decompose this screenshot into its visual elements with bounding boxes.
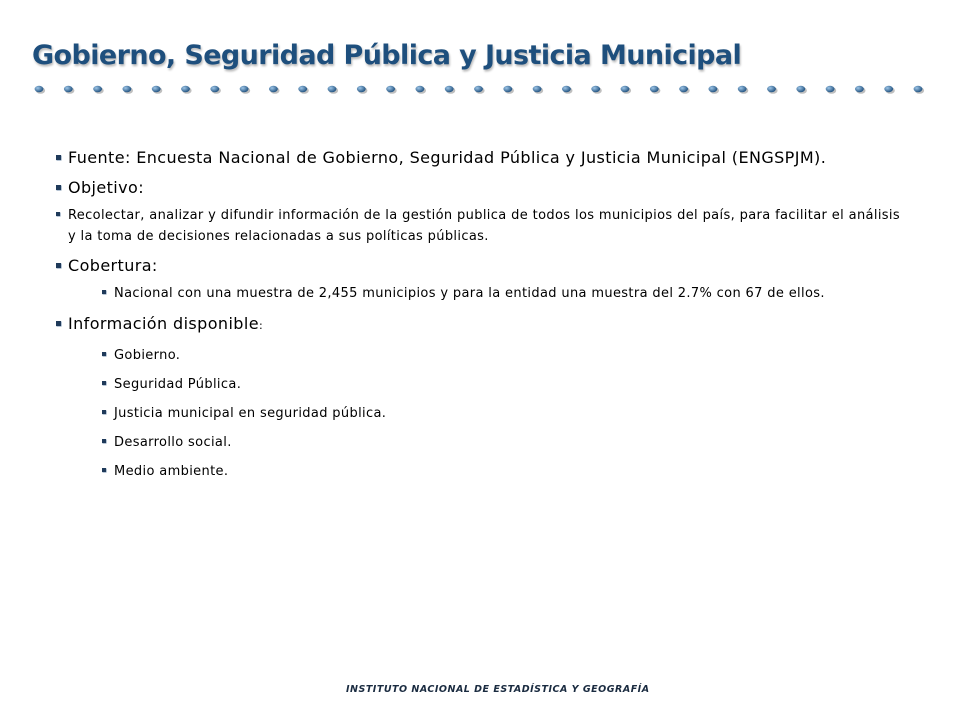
slide-title: Gobierno, Seguridad Pública y Justicia Municipal xyxy=(32,40,742,71)
divider-dot xyxy=(533,86,542,92)
divider-dot xyxy=(591,86,600,92)
square-bullet-icon xyxy=(56,263,61,268)
objetivo-text: Recolectar, analizar y difundir información de la gestión publica de todos los municipios del país, para facilitar el análisis y la toma de decisiones relacionadas a sus políticas públicas. xyxy=(68,208,900,244)
square-bullet-icon xyxy=(56,321,61,326)
info-list-item-label: Gobierno. xyxy=(114,348,181,363)
divider-dot xyxy=(796,86,805,92)
square-bullet-icon xyxy=(56,185,61,190)
divider-dot xyxy=(738,86,747,92)
divider-dot xyxy=(123,86,132,92)
divider-dot xyxy=(64,86,73,92)
square-bullet-icon xyxy=(102,381,106,385)
fuente-text: Fuente: Encuesta Nacional de Gobierno, Seguridad Pública y Justicia Municipal (ENGSPJM). xyxy=(68,148,827,167)
info-heading: Información disponible xyxy=(68,314,259,333)
square-bullet-icon xyxy=(102,439,106,443)
cobertura-heading: Cobertura: xyxy=(68,256,158,275)
divider-dot xyxy=(357,86,366,92)
info-list-item-label: Justicia municipal en seguridad pública. xyxy=(114,406,387,421)
divider-dot xyxy=(621,86,630,92)
info-heading-colon: : xyxy=(258,319,264,332)
divider-dot xyxy=(240,86,249,92)
objetivo-heading-item xyxy=(56,176,900,200)
info-list-item xyxy=(102,374,900,395)
divider-dot xyxy=(914,86,923,92)
square-bullet-icon xyxy=(102,468,106,472)
divider-dot xyxy=(884,86,893,92)
info-list-item xyxy=(102,432,900,453)
fuente-item xyxy=(56,146,900,170)
divider-dot xyxy=(298,86,307,92)
divider-dot xyxy=(416,86,425,92)
slide-content xyxy=(56,146,900,482)
cobertura-text: Nacional con una muestra de 2,455 municipios y para la entidad una muestra del 2.7% con 67 de ellos. xyxy=(114,286,825,301)
info-list-item xyxy=(102,345,900,366)
divider-dot xyxy=(35,86,44,92)
divider-dot xyxy=(181,86,190,92)
divider-dot xyxy=(93,86,102,92)
square-bullet-icon xyxy=(56,155,61,160)
square-bullet-icon xyxy=(56,212,60,216)
divider-dot xyxy=(445,86,454,92)
info-list-item-label: Desarrollo social. xyxy=(114,435,232,450)
divider-dot xyxy=(679,86,688,92)
divider-dot xyxy=(650,86,659,92)
divider-dot xyxy=(562,86,571,92)
info-list-item-label: Medio ambiente. xyxy=(114,464,229,479)
info-list-item xyxy=(102,461,900,482)
divider-dot xyxy=(767,86,776,92)
inegi-footer-logo: INSTITUTO NACIONAL DE ESTADÍSTICA Y GEOGRAFÍA xyxy=(346,684,650,695)
info-heading-item xyxy=(56,312,900,338)
square-bullet-icon xyxy=(102,352,106,356)
divider-dot xyxy=(709,86,718,92)
divider-dot xyxy=(386,86,395,92)
divider-dot xyxy=(328,86,337,92)
square-bullet-icon xyxy=(102,290,106,294)
divider-dot xyxy=(269,86,278,92)
cobertura-text-item xyxy=(102,283,900,304)
cobertura-heading-item xyxy=(56,254,900,278)
divider-dot xyxy=(152,86,161,92)
divider-dot xyxy=(210,86,219,92)
info-list-item-label: Seguridad Pública. xyxy=(114,377,242,392)
objetivo-heading: Objetivo: xyxy=(68,178,145,197)
square-bullet-icon xyxy=(102,410,106,414)
title-dot-divider xyxy=(34,83,934,97)
divider-dot xyxy=(474,86,483,92)
objetivo-text-item xyxy=(56,205,900,247)
divider-dot xyxy=(855,86,864,92)
info-list-item xyxy=(102,403,900,424)
divider-dot xyxy=(503,86,512,92)
divider-dot xyxy=(826,86,835,92)
